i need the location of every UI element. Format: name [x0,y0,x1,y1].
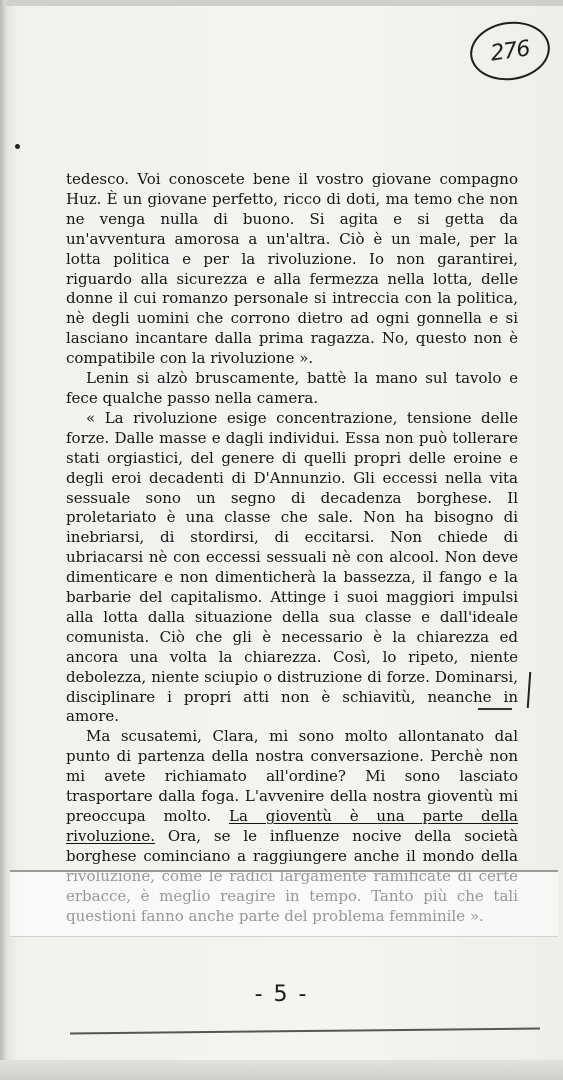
dash-pen-mark [478,708,512,710]
pasted-strip [10,872,558,937]
body-text [66,170,518,926]
paragraph-2: Lenin si alzò bruscamente, battè la mano sul tavolo e fece qualche passo nella camera. [66,369,518,407]
bottom-rule [70,1028,540,1035]
ink-dot-mark [15,144,20,149]
stamp-number: 276 [488,35,532,67]
margin-pen-mark [527,672,532,708]
scan-bottom-edge [0,1060,563,1080]
paragraph-1: tedesco. Voi conoscete bene il vostro giovane compagno Huz. È un giovane perfetto, ricco di doti, ma temo che non ne venga nulla di buono. Si agita e si getta da un'avventura amorosa a un'altra. Ciò è un male, per la lotta politica e per la rivoluzione. Io non garantirei, riguardo alla sicurezza e alla fermezza nella lotta, delle donne il cui romanzo personale si intreccia con la politica, nè degli uomini che corrono dietro ad ogni gonnella e si lasciano incantare dalla prima ragazza. No, questo non è compatibile con la rivoluzione ». [66,170,518,368]
scan-left-edge [0,0,6,1080]
scan-top-edge [0,0,563,6]
page-number: - 5 - [254,982,309,1007]
underlined-sentence: La gioventù è una parte della rivoluzione. [66,807,518,845]
paragraph-3: « La rivoluzione esige concentrazione, tensione delle forze. Dalle masse e dagli individui. Essa non può tollerare stati orgiastici, del genere di quelli propri delle eroine e degli eroi decadenti di D'Annunzio. Gli eccessi nella vita sessuale sono un segno di decadenza borghese. Il proletariato è una classe che sale. Non ha bisogno di inebriarsi, di stordirsi, di eccitarsi. Non chiede di ubriacarsi nè con eccessi sessuali nè con alcool. Non deve dimenticare e non dimenticherà la bassezza, il fango e la barbarie del capitalismo. Attinge i suoi maggiori impulsi alla lotta dalla situazione della sua classe e dall'ideale comunista. Ciò che gli è necessario è la chiarezza ed ancora una volta la chiarezza. Così, lo ripeto, niente debolezza, niente sciupio o distruzione di forze. Dominarsi, disciplinare i propri atti non è schiavitù, neanche in amore. [66,408,518,726]
page-number-stamp [466,17,553,86]
paragraph-4-end: Ora, se le influenze nocive della società borghese cominciano a raggiungere anche il mondo della [66,826,518,865]
paragraph-4-start: Ma scusatemi, Clara, mi sono molto allontanato dal punto di partenza della nostra conversazione. Perchè non mi avete richiamato all'ordine? Mi sono lasciato trasportare dalla foga. L'avvenire della nostra gioventù mi preoccupa molto. [66,727,518,825]
